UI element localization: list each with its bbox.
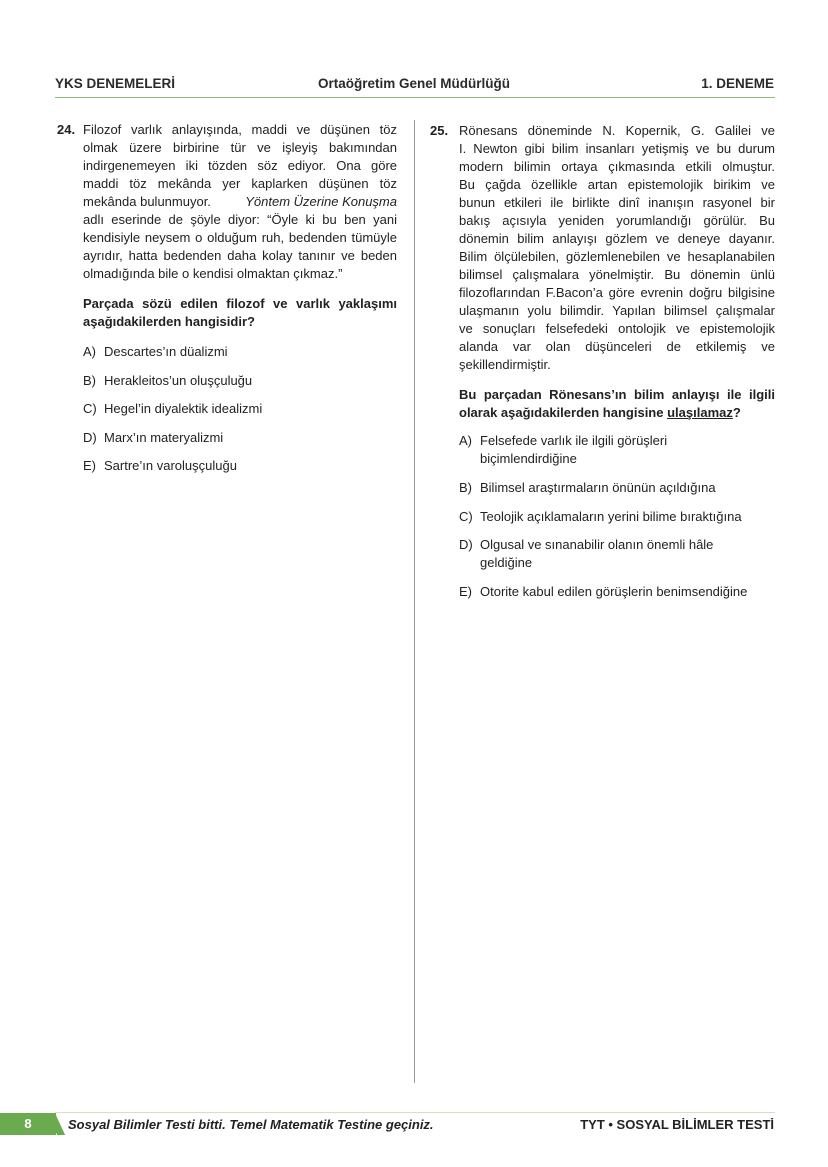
passage-line: modern bilimin ortaya çıkmasında etkili olmuştur.	[459, 159, 775, 174]
option-e[interactable]	[83, 457, 237, 475]
footer-test-name: TYT • SOSYAL BİLİMLER TESTİ	[580, 1117, 774, 1132]
passage-line: bunun etkileri ile birlikte dinî inanışın rasyonel bir	[459, 195, 775, 210]
question-number: 25.	[430, 123, 449, 138]
option-text: Olgusal ve sınanabilir olanın önemli hâle	[480, 537, 714, 552]
passage-line: filozoflarından F.Bacon’a göre evrenin doğru bilgisine	[459, 285, 775, 300]
option-letter: A)	[459, 433, 472, 448]
question-number: 24.	[57, 122, 76, 137]
option-text: geldiğine	[480, 555, 533, 570]
option-a[interactable]	[459, 432, 667, 468]
option-letter: A)	[83, 344, 96, 359]
option-text: Otorite kabul edilen görüşlerin benimsendiğine	[480, 584, 748, 599]
book-title: Yöntem Üzerine Konuşma	[245, 194, 397, 209]
passage-line: I. Newton gibi bilim insanları yetişmiş ve bu durum	[459, 141, 775, 156]
passage-line: Bilim ölçülebilen, gözlemlenebilen ve hesaplanabilen	[459, 249, 775, 264]
option-d[interactable]	[83, 429, 223, 447]
passage-line: dönemin bilim anlayışı gözlem ve deneye dayanır.	[459, 231, 775, 246]
option-letter: D)	[459, 537, 473, 552]
option-e[interactable]	[459, 583, 747, 601]
option-text: Herakleitos’un oluşçuluğu	[104, 373, 253, 388]
passage-line: Rönesans döneminde N. Kopernik, G. Galilei ve	[459, 123, 775, 138]
stem-punct: ?	[732, 405, 741, 420]
option-text: biçimlendirdiğine	[480, 451, 577, 466]
question-24-passage	[83, 121, 397, 283]
option-letter: E)	[459, 584, 472, 599]
question-25-passage	[459, 122, 775, 374]
passage-line: bakış açısıyla yeniden yorumlandığı görülür. Bu	[459, 213, 775, 228]
passage-line: olmak üzere birbirine tür ve işleyiş bakımından	[83, 140, 397, 155]
question-24-stem	[83, 295, 397, 331]
option-letter: D)	[83, 430, 97, 445]
option-text: Felsefede varlık ile ilgili görüşleri	[480, 433, 668, 448]
passage-line: olmadığında bile o kendisi olmaktan çıkmaz.”	[83, 266, 343, 281]
passage-line: indirgenemeyen iki tözden söz ediyor. Ona göre	[83, 158, 397, 173]
passage-line: ulaşmanın yolu bilimdir. Yapılan bilimsel çalışmalar	[459, 303, 775, 318]
passage-line: kendisiyle neysem o olduğum ruh, bedenden tümüyle	[83, 230, 397, 245]
option-a[interactable]	[83, 343, 228, 361]
option-letter: C)	[459, 509, 473, 524]
option-text: Marx’ın materyalizmi	[104, 430, 224, 445]
passage-line: bilimsel çalışmalara yönelmiştir. Bu dönemin ünlü	[459, 267, 775, 282]
option-c[interactable]	[459, 508, 742, 526]
passage-text: mekânda bulunmuyor.	[83, 194, 211, 209]
stem-line: aşağıdakilerden hangisidir?	[83, 314, 255, 329]
stem-line	[459, 404, 775, 422]
passage-line: şekillendirmiştir.	[459, 357, 551, 372]
header-right: 1. DENEME	[701, 76, 774, 91]
option-letter: B)	[459, 480, 472, 495]
header-center: Ortaöğretim Genel Müdürlüğü	[318, 76, 511, 91]
question-25-stem	[459, 386, 775, 422]
option-letter: E)	[83, 458, 96, 473]
option-text: Hegel’in diyalektik idealizmi	[104, 401, 263, 416]
footer-rule	[55, 1112, 775, 1113]
option-letter: C)	[83, 401, 97, 416]
passage-line: adlı eserinde de şöyle diyor: “Öyle ki bu ben yani	[83, 212, 397, 227]
passage-line: ve sonuçları felsefedeki ontolojik ve epistemolojik	[459, 321, 775, 336]
passage-line: Bu çağda özellikle artan epistemolojik birikim ve	[459, 177, 775, 192]
passage-line: alanda var olan düşünceleri de etkilemiş ve	[459, 339, 775, 354]
passage-line: ayrıdır, hatta bedenden daha kolay tanınır ve beden	[83, 248, 397, 263]
footer-message: Sosyal Bilimler Testi bitti. Temel Matematik Testine geçiniz.	[68, 1117, 434, 1132]
header-rule	[55, 97, 775, 98]
passage-line	[83, 193, 397, 211]
option-d[interactable]	[459, 536, 713, 572]
option-text: Descartes’ın düalizmi	[104, 344, 228, 359]
passage-line: Filozof varlık anlayışında, maddi ve düşünen töz	[83, 122, 397, 137]
passage-line: maddi töz mekânda yer kaplarken düşünen töz	[83, 176, 397, 191]
option-b[interactable]	[459, 479, 716, 497]
option-text: Bilimsel araştırmaların önünün açıldığına	[480, 480, 716, 495]
option-letter: B)	[83, 373, 96, 388]
page-number: 8	[0, 1113, 56, 1135]
stem-line: Bu parçadan Rönesans’ın bilim anlayışı ile ilgili	[459, 387, 775, 402]
column-divider	[414, 120, 415, 1083]
option-text: Teolojik açıklamaların yerini bilime bıraktığına	[480, 509, 742, 524]
stem-line: Parçada sözü edilen filozof ve varlık yaklaşımı	[83, 296, 397, 311]
stem-text: olarak aşağıdakilerden hangisine	[459, 405, 664, 420]
option-b[interactable]	[83, 372, 252, 390]
stem-emphasis: ulaşılamaz	[667, 405, 733, 420]
option-c[interactable]	[83, 400, 262, 418]
header-left: YKS DENEMELERİ	[55, 76, 176, 91]
option-text: Sartre’ın varoluşçuluğu	[104, 458, 237, 473]
